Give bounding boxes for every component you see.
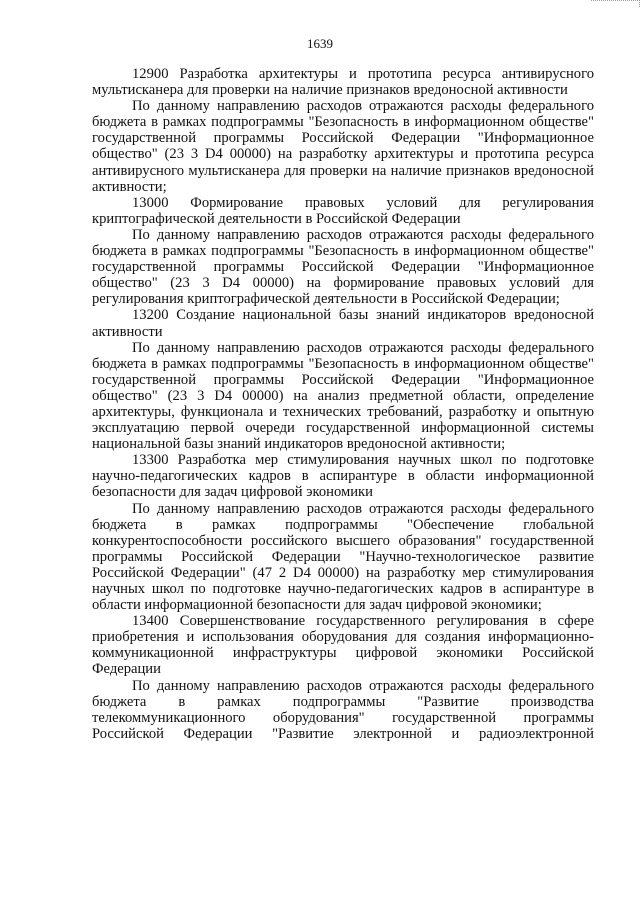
paragraph-12900-description: По данному направлению расходов отражаются расходы федерального бюджета в рамках подпрограммы "Безопасность в информационном обществе" государственной программы Российской Федерации "Информационное общество" (23 3 D4 00000) на разработку архитектуры и прототипа ресурса антивирусного мультисканера для проверки на наличие признаков вредоносной активности; [92, 98, 594, 195]
corner-mark [591, 0, 640, 7]
paragraph-13400-description: По данному направлению расходов отражаются расходы федерального бюджета в рамках подпрограммы "Развитие производства телекоммуникационного оборудования" государственной программы Российской Федерации "Развитие электронной и радиоэлектронной [92, 677, 594, 742]
document-body [92, 66, 594, 742]
paragraph-13200-description: По данному направлению расходов отражаются расходы федерального бюджета в рамках подпрограммы "Безопасность в информационном обществе" государственной программы Российской Федерации "Информационное общество" (23 3 D4 00000) на анализ предметной области, определение архитектуры, функционала и технических требований, разработку и опытную эксплуатацию первой очереди государственной информационной системы национальной базы знаний индикаторов вредоносной активности; [92, 339, 594, 453]
paragraph-12900-title: 12900 Разработка архитектуры и прототипа ресурса антивирусного мультисканера для проверки на наличие признаков вредоносной активности [92, 66, 594, 99]
paragraph-13300-description: По данному направлению расходов отражаются расходы федерального бюджета в рамках подпрограммы "Обеспечение глобальной конкурентоспособности российского высшего образования" государственной программы Российской Федерации "Научно-технологическое развитие Российской Федерации" (47 2 D4 00000) на разработку мер стимулирования научных школ по подготовке научно-педагогических кадров в аспирантуре в области информационной безопасности для задач цифровой экономики; [92, 500, 594, 614]
page-number: 1639 [307, 36, 333, 51]
paragraph-13400-title: 13400 Совершенствование государственного регулирования в сфере приобретения и использования оборудования для создания информационно-коммуникационной инфраструктуры цифровой экономики Российской Федерации [92, 613, 594, 678]
paragraph-13200-title: 13200 Создание национальной базы знаний индикаторов вредоносной активности [92, 307, 594, 340]
paragraph-13000-title: 13000 Формирование правовых условий для регулирования криптографической деятельности в Российской Федерации [92, 194, 594, 227]
paragraph-13000-description: По данному направлению расходов отражаются расходы федерального бюджета в рамках подпрограммы "Безопасность в информационном обществе" государственной программы Российской Федерации "Информационное общество" (23 3 D4 00000) на формирование правовых условий для регулирования криптографической деятельности в Российской Федерации; [92, 226, 594, 308]
paragraph-13300-title: 13300 Разработка мер стимулирования научных школ по подготовке научно-педагогических кадров в аспирантуре в области информационной безопасности для задач цифровой экономики [92, 452, 594, 501]
